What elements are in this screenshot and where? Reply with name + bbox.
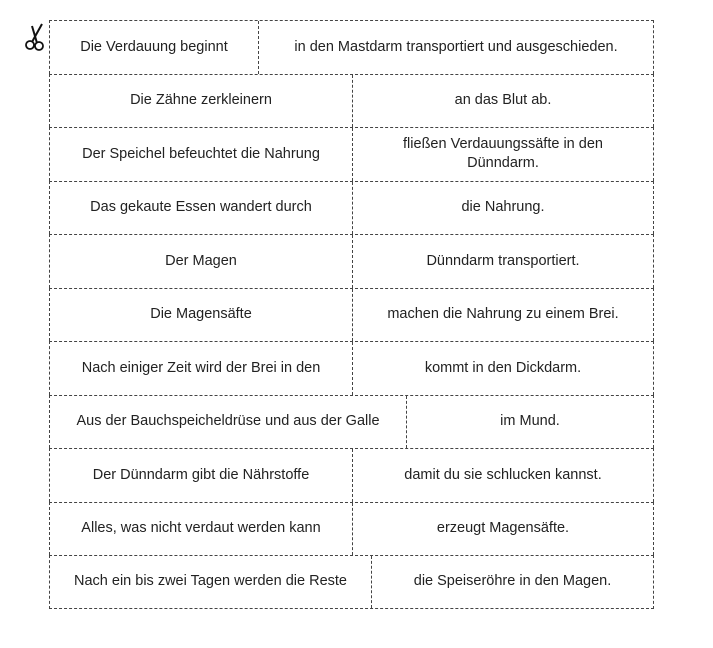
table-row bbox=[49, 20, 654, 74]
table-row bbox=[49, 395, 654, 449]
sentence-end: damit du sie schlucken kannst. bbox=[404, 466, 602, 483]
sentence-end: in den Mastdarm transportiert und ausgeschieden. bbox=[294, 38, 618, 55]
sentence-end: kommt in den Dickdarm. bbox=[424, 359, 582, 376]
table-row bbox=[49, 127, 654, 181]
table-row bbox=[49, 341, 654, 395]
sentence-start: Der Speichel befeuchtet die Nahrung bbox=[50, 128, 353, 181]
sentence-start: Das gekaute Essen wandert durch bbox=[50, 182, 353, 235]
table-row bbox=[49, 74, 654, 128]
cut-out-worksheet bbox=[49, 20, 654, 609]
sentence-start: Alles, was nicht verdaut werden kann bbox=[50, 503, 353, 556]
sentence-start: Nach einiger Zeit wird der Brei in den bbox=[50, 342, 353, 395]
table-row bbox=[49, 502, 654, 556]
sentence-end: im Mund. bbox=[500, 413, 560, 430]
table-row bbox=[49, 555, 654, 609]
table-row bbox=[49, 234, 654, 288]
sentence-end: an das Blut ab. bbox=[454, 92, 552, 109]
sentence-start: Aus der Bauchspeicheldrüse und aus der Galle bbox=[50, 396, 407, 449]
sentence-end: machen die Nahrung zu einem Brei. bbox=[387, 306, 619, 323]
sentence-start: Der Dünndarm gibt die Nährstoffe bbox=[50, 449, 353, 502]
sentence-end: Dünndarm transportiert. bbox=[426, 252, 580, 269]
scissors-icon bbox=[22, 22, 48, 52]
sentence-start: Der Magen bbox=[50, 235, 353, 288]
sentence-end: fließen Verdauungssäfte in den Dünndarm. bbox=[403, 136, 603, 172]
sentence-end: erzeugt Magensäfte. bbox=[436, 520, 570, 537]
sentence-start: Die Zähne zerkleinern bbox=[50, 75, 353, 128]
sentence-start: Die Magensäfte bbox=[50, 289, 353, 342]
sentence-start: Die Verdauung beginnt bbox=[50, 21, 259, 74]
table-row bbox=[49, 288, 654, 342]
sentence-end: die Speiseröhre in den Magen. bbox=[413, 573, 612, 590]
table-row bbox=[49, 181, 654, 235]
sentence-start: Nach ein bis zwei Tagen werden die Reste bbox=[50, 556, 372, 608]
table-row bbox=[49, 448, 654, 502]
sentence-end: die Nahrung. bbox=[461, 199, 545, 216]
